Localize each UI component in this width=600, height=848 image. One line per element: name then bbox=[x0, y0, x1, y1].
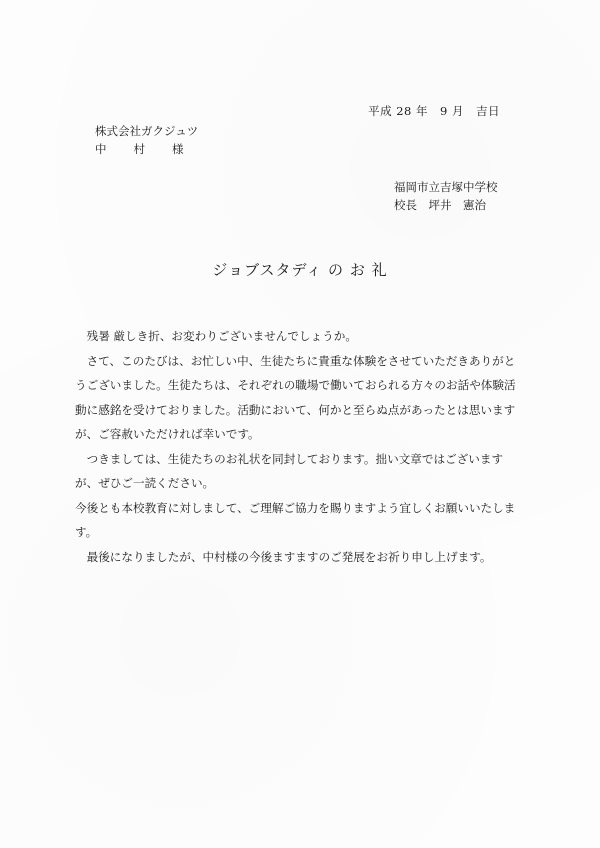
enclosure-paragraph: つきましては、生徒たちのお礼状を同封しております。拙い文章ではございますが、ぜひご一読ください。 bbox=[75, 451, 504, 490]
thanks-paragraph: さて、このたびは、お忙しい中、生徒たちに貴重な体験をさせていただきありがとうございました。生徒たちは、それぞれの職場で働いておられる方々のお話や体験活動に感銘を受けておりました。活動において、何かと至らぬ点があったとは思いますが、ご容赦いただければ幸いです。 bbox=[75, 353, 516, 441]
letter-title: ジョブスタディ の お 礼 bbox=[212, 261, 388, 279]
recipient-company: 株式会社ガクジュツ bbox=[95, 124, 199, 138]
greeting-paragraph: 残暑 厳しき折、お変わりございませんでしょうか。 bbox=[86, 329, 357, 343]
request-paragraph: 今後とも本校教育に対しまして、ご理解ご協力を賜りますよう宜しくお願いいたします。 bbox=[75, 500, 516, 539]
letter-body bbox=[75, 324, 525, 569]
closing-paragraph: 最後になりましたが、中村様の今後ますますのご発展をお祈り申し上げます。 bbox=[86, 549, 492, 564]
letter-date: 平成 28 年 9 月 吉日 bbox=[368, 104, 500, 118]
sender-name: 校長 坪井 憲治 bbox=[394, 198, 486, 212]
recipient-name: 中村様 bbox=[95, 142, 211, 156]
sender-school: 福岡市立吉塚中学校 bbox=[394, 180, 498, 194]
